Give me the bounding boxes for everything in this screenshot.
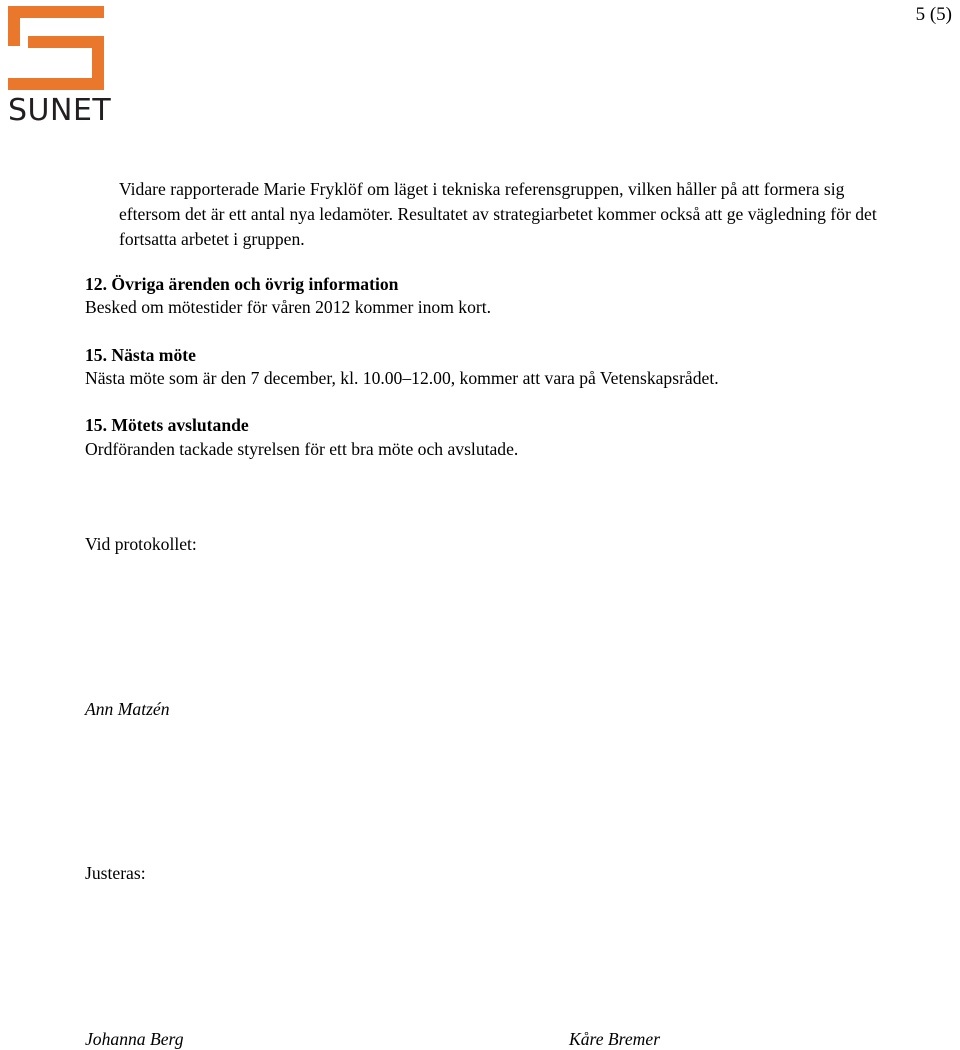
logo-text: SUNET bbox=[8, 93, 112, 128]
section-heading: 12. Övriga ärenden och övrig information bbox=[85, 274, 399, 294]
section-text: Nästa möte som är den 7 december, kl. 10.00–12.00, kommer att vara på Vetenskapsrådet. bbox=[85, 368, 719, 388]
adjusted-label: Justeras: bbox=[85, 863, 146, 883]
sunet-logo bbox=[6, 4, 112, 128]
adjuster-signature-2: Kåre Bremer bbox=[569, 1029, 661, 1049]
intro-paragraph: Vidare rapporterade Marie Fryklöf om läget i tekniska referensgruppen, vilken håller på att formera sig eftersom det är ett antal nya ledamöter. Resultatet av strategiarbetet kommer också att ge vägledning för det fortsatta arbetet i gruppen. bbox=[119, 179, 877, 249]
minutes-label: Vid protokollet: bbox=[85, 534, 197, 554]
adjuster-signature-1: Johanna Berg bbox=[85, 1029, 184, 1049]
secretary-signature: Ann Matzén bbox=[85, 699, 170, 719]
section-heading: 15. Mötets avslutande bbox=[85, 415, 249, 435]
sunet-logo-icon bbox=[6, 4, 106, 92]
section-text: Besked om mötestider för våren 2012 kommer inom kort. bbox=[85, 297, 492, 317]
page-number: 5 (5) bbox=[915, 4, 952, 25]
section-text: Ordföranden tackade styrelsen för ett bra möte och avslutade. bbox=[85, 439, 519, 459]
section-heading: 15. Nästa möte bbox=[85, 345, 196, 365]
